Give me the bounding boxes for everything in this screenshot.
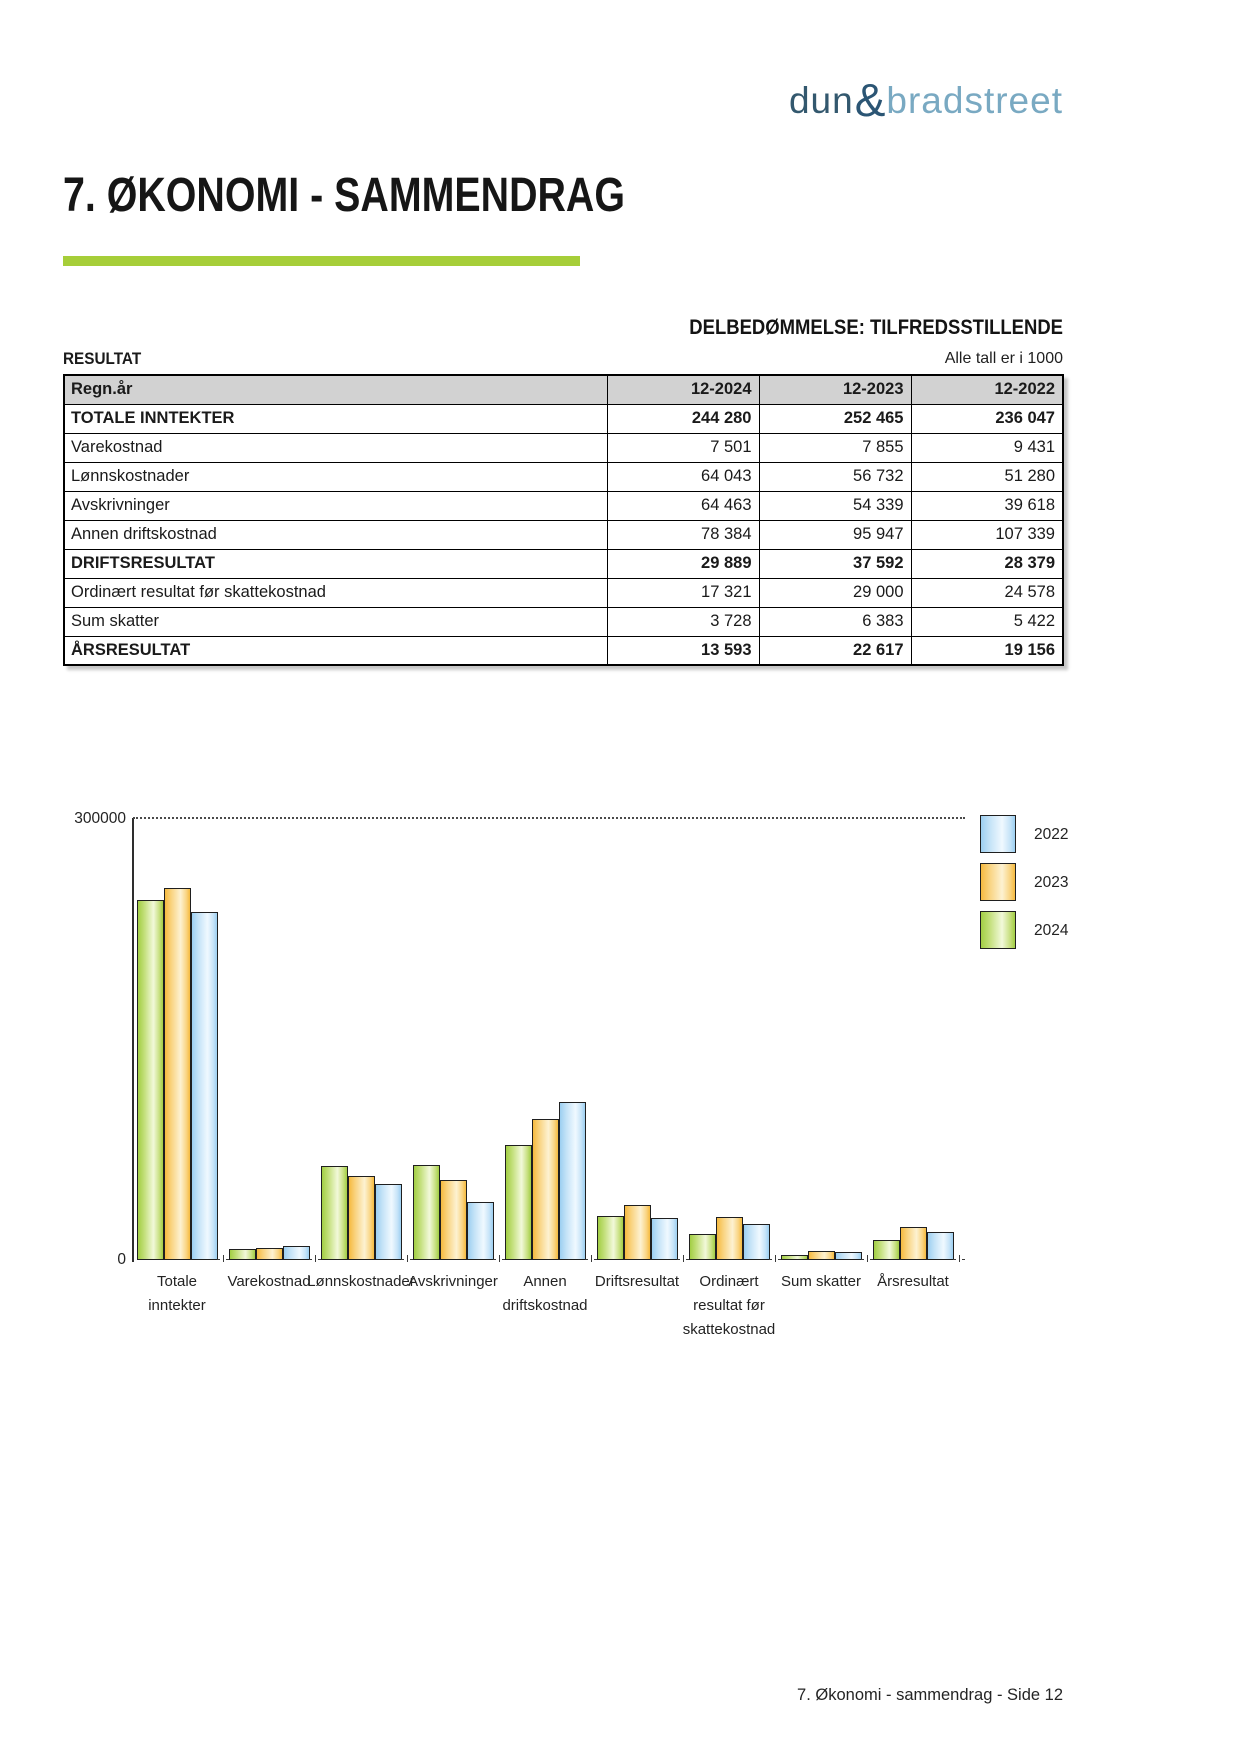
x-category-label-line: Avskrivninger <box>408 1273 498 1290</box>
bar-2024-4 <box>505 1145 532 1260</box>
table-row-label: TOTALE INNTEKTER <box>64 404 607 433</box>
x-category-label-line: Årsresultat <box>877 1273 949 1290</box>
x-category-label-line: Lønnskostnader <box>307 1273 415 1290</box>
table-cell-value: 17 321 <box>607 578 759 607</box>
bar-2024-3 <box>413 1165 440 1260</box>
page-footer: 7. Økonomi - sammendrag - Side 12 <box>797 1686 1063 1704</box>
table-row <box>64 404 1063 433</box>
table-cell-value: 51 280 <box>911 462 1063 491</box>
x-category-label <box>296 1270 426 1294</box>
table-row <box>64 578 1063 607</box>
assessment-heading: DELBEDØMMELSE: TILFREDSSTILLENDE <box>689 316 1063 339</box>
bar-2023-4 <box>532 1119 559 1260</box>
bar-2024-5 <box>597 1216 624 1260</box>
x-category-label-line: Driftsresultat <box>594 1273 680 1290</box>
x-axis-tick <box>683 1255 684 1262</box>
legend-label-2023: 2023 <box>1034 874 1069 891</box>
gridline-300000 <box>133 817 965 819</box>
table-cell-value: 24 578 <box>911 578 1063 607</box>
x-axis-dash <box>318 1259 321 1260</box>
table-row <box>64 549 1063 578</box>
bar-2024-6 <box>689 1234 716 1260</box>
x-axis-tick <box>775 1255 776 1262</box>
x-category-label-line: skattekostnad <box>682 1321 776 1338</box>
y-tick-label-max: 300000 <box>74 810 126 827</box>
x-axis-tick <box>223 1255 224 1262</box>
x-axis-dash <box>401 1259 404 1260</box>
table-row-label: Lønnskostnader <box>64 462 607 491</box>
bar-2022-2 <box>375 1184 402 1260</box>
y-axis <box>132 818 134 1262</box>
x-category-label-line: resultat før <box>693 1297 765 1314</box>
table-cell-value: 78 384 <box>607 520 759 549</box>
result-table-body <box>64 404 1063 665</box>
table-row-label: Avskrivninger <box>64 491 607 520</box>
x-category-label <box>848 1270 978 1294</box>
x-axis-dash <box>953 1259 956 1260</box>
bar-2024-7 <box>781 1255 808 1260</box>
bar-2023-7 <box>808 1251 835 1260</box>
logo-ampersand-icon: & <box>854 74 886 126</box>
x-axis-dash <box>502 1259 505 1260</box>
table-cell-value: 13 593 <box>607 636 759 665</box>
table-cell-value: 19 156 <box>911 636 1063 665</box>
table-row <box>64 433 1063 462</box>
x-axis-dash <box>585 1259 588 1260</box>
x-axis-tick <box>499 1255 500 1262</box>
table-row <box>64 491 1063 520</box>
bar-2023-1 <box>256 1248 283 1260</box>
x-category-label <box>112 1270 242 1318</box>
x-axis-dash <box>493 1259 496 1260</box>
x-axis-tick <box>407 1255 408 1262</box>
x-category-label-line: inntekter <box>148 1297 206 1314</box>
x-category-label-line: Annen <box>523 1273 567 1290</box>
table-header-cell: Regn.år <box>64 375 607 404</box>
table-header-cell: 12-2023 <box>759 375 911 404</box>
x-axis-dash <box>778 1259 781 1260</box>
table-row <box>64 520 1063 549</box>
bar-2022-8 <box>927 1232 954 1260</box>
table-cell-value: 252 465 <box>759 404 911 433</box>
dun-bradstreet-logo <box>663 70 1063 124</box>
bar-2023-3 <box>440 1180 467 1260</box>
y-tick-label-zero: 0 <box>117 1251 126 1268</box>
table-cell-value: 3 728 <box>607 607 759 636</box>
x-axis-tick <box>591 1255 592 1262</box>
x-category-label <box>572 1270 702 1294</box>
legend-swatch-2022 <box>980 815 1016 853</box>
result-table <box>63 374 1064 666</box>
bar-2023-6 <box>716 1217 743 1260</box>
table-cell-value: 28 379 <box>911 549 1063 578</box>
table-cell-value: 9 431 <box>911 433 1063 462</box>
x-category-label-line: Totale <box>156 1273 198 1290</box>
x-axis-dash <box>870 1259 873 1260</box>
table-row-label: DRIFTSRESULTAT <box>64 549 607 578</box>
x-category-label-line: Ordinært <box>699 1273 759 1290</box>
table-cell-value: 6 383 <box>759 607 911 636</box>
bar-2023-5 <box>624 1205 651 1260</box>
bar-2023-2 <box>348 1176 375 1260</box>
bar-2024-1 <box>229 1249 256 1260</box>
table-header-cell: 12-2022 <box>911 375 1063 404</box>
x-category-label-line: driftskostnad <box>502 1297 588 1314</box>
logo-text-bradstreet: bradstreet <box>886 80 1063 121</box>
table-cell-value: 39 618 <box>911 491 1063 520</box>
table-cell-value: 5 422 <box>911 607 1063 636</box>
bar-2022-4 <box>559 1102 586 1260</box>
table-row <box>64 462 1063 491</box>
legend-label-2022: 2022 <box>1034 826 1069 843</box>
bar-2022-3 <box>467 1202 494 1260</box>
table-cell-value: 64 463 <box>607 491 759 520</box>
bar-2022-1 <box>283 1246 310 1260</box>
x-axis-dash <box>686 1259 689 1260</box>
x-axis-dash <box>962 1259 965 1260</box>
result-section-label: RESULTAT <box>63 349 142 368</box>
legend-label-2024: 2024 <box>1034 922 1069 939</box>
bar-2024-2 <box>321 1166 348 1260</box>
table-cell-value: 56 732 <box>759 462 911 491</box>
table-cell-value: 236 047 <box>911 404 1063 433</box>
x-category-label <box>388 1270 518 1294</box>
table-cell-value: 29 889 <box>607 549 759 578</box>
table-cell-value: 37 592 <box>759 549 911 578</box>
table-cell-value: 22 617 <box>759 636 911 665</box>
x-category-label-line: Varekostnad <box>227 1273 311 1290</box>
x-axis-dash <box>677 1259 680 1260</box>
x-axis-dash <box>594 1259 597 1260</box>
x-category-label <box>756 1270 886 1294</box>
title-accent-rule <box>63 256 580 266</box>
x-axis-dash <box>217 1259 220 1260</box>
bar-2023-8 <box>900 1227 927 1260</box>
table-cell-value: 95 947 <box>759 520 911 549</box>
x-axis-dash <box>410 1259 413 1260</box>
x-axis-tick <box>867 1255 868 1262</box>
result-table-head <box>64 375 1063 404</box>
bar-2022-6 <box>743 1224 770 1260</box>
x-axis-dash <box>769 1259 772 1260</box>
x-category-label-line: Sum skatter <box>780 1273 862 1290</box>
table-header-row <box>64 375 1063 404</box>
legend-swatch-2024 <box>980 911 1016 949</box>
bar-2022-7 <box>835 1252 862 1260</box>
table-cell-value: 244 280 <box>607 404 759 433</box>
legend-swatch-2023 <box>980 863 1016 901</box>
bar-2022-0 <box>191 912 218 1260</box>
table-cell-value: 64 043 <box>607 462 759 491</box>
x-axis-dash <box>309 1259 312 1260</box>
table-row-label: Ordinært resultat før skattekostnad <box>64 578 607 607</box>
x-category-label <box>204 1270 334 1294</box>
x-category-label <box>664 1270 794 1342</box>
table-row <box>64 607 1063 636</box>
logo-text-dun: dun <box>788 80 854 121</box>
x-category-label <box>480 1270 610 1318</box>
bar-2024-8 <box>873 1240 900 1260</box>
bar-2022-5 <box>651 1218 678 1260</box>
table-cell-value: 29 000 <box>759 578 911 607</box>
table-row <box>64 636 1063 665</box>
table-row-label: Sum skatter <box>64 607 607 636</box>
table-header-cell: 12-2024 <box>607 375 759 404</box>
table-cell-value: 54 339 <box>759 491 911 520</box>
x-axis-tick <box>959 1255 960 1262</box>
table-row-label: Varekostnad <box>64 433 607 462</box>
table-row-label: Annen driftskostnad <box>64 520 607 549</box>
unit-note: Alle tall er i 1000 <box>944 350 1063 367</box>
table-row-label: ÅRSRESULTAT <box>64 636 607 665</box>
bar-2023-0 <box>164 888 191 1260</box>
x-axis-dash <box>861 1259 864 1260</box>
table-cell-value: 7 855 <box>759 433 911 462</box>
x-axis-dash <box>226 1259 229 1260</box>
x-axis-tick <box>315 1255 316 1262</box>
bar-2024-0 <box>137 900 164 1260</box>
table-cell-value: 7 501 <box>607 433 759 462</box>
page-title: 7. ØKONOMI - SAMMENDRAG <box>63 169 625 222</box>
table-cell-value: 107 339 <box>911 520 1063 549</box>
